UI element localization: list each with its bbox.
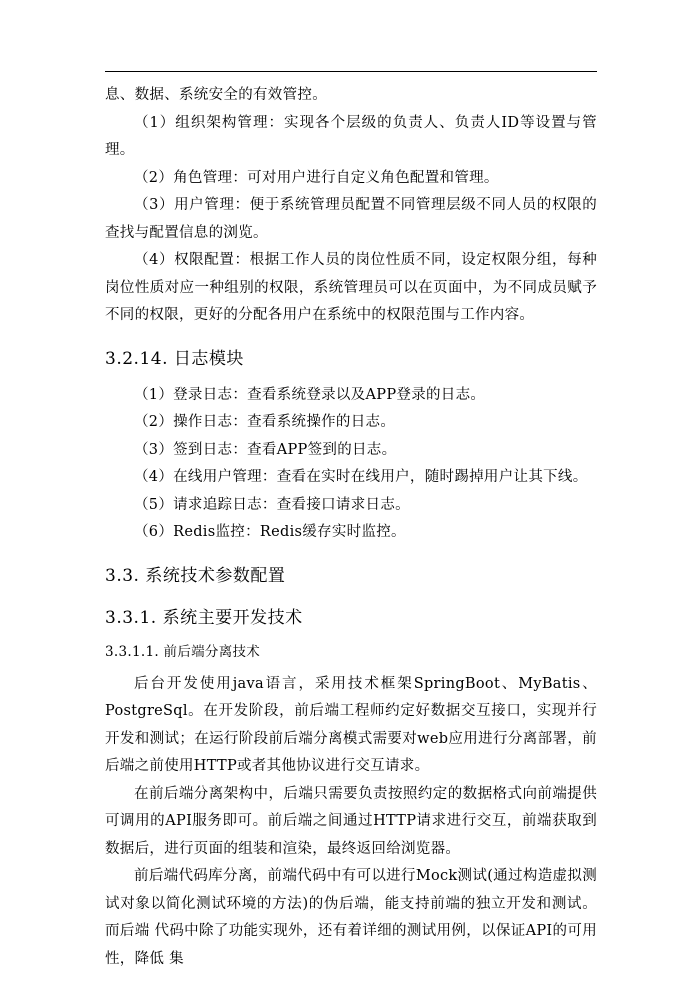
page-content [105,82,597,973]
section-heading-tech-config: 3.3. 系统技术参数配置 [105,565,286,586]
list-item: （4）在线用户管理：查看在实时在线用户，随时踢掉用户让其下线。 [134,469,588,485]
list-item: （2）操作日志：查看系统操作的日志。 [134,414,396,430]
list-item: （1）组织架构管理：实现各个层级的负责人、负责人ID等设置与管理。 [105,114,597,158]
list-item: （2）角色管理：可对用户进行自定义角色配置和管理。 [134,169,499,186]
list-item: （3）用户管理：便于系统管理员配置不同管理层级不同人员的权限的查找与配置信息的浏览。 [105,197,597,241]
body-paragraph: 后台开发使用java语言，采用技术框架SpringBoot、MyBatis、PostgreSql。在开发阶段，前后端工程师约定好数据交互接口，实现并行开发和测试；在运行阶段前后端分离模式需要对web应用进行分离部署，前后端之前使用HTTP或者其他协议进行交互请求。 [105,675,597,774]
list-item: （6）Redis监控：Redis缓存实时监控。 [134,524,406,540]
list-item: （1）登录日志：查看系统登录以及APP登录的日志。 [134,386,486,403]
section-heading-log: 3.2.14. 日志模块 [105,348,244,369]
list-item: （4）权限配置：根据工作人员的岗位性质不同，设定权限分组，每种岗位性质对应一种组别的权限，系统管理员可以在页面中，为不同成员赋予不同的权限，更好的分配各用户在系统中的权限范围与工作内容。 [105,252,597,323]
header-rule [105,71,597,72]
body-paragraph: 在前后端分离架构中，后端只需要负责按照约定的数据格式向前端提供可调用的API服务即可。前后端之间通过HTTP请求进行交互，前端获取到数据后，进行页面的组装和渲染，最终返回给浏览器。 [105,785,597,857]
list-item: （5）请求追踪日志：查看接口请求日志。 [134,496,410,513]
section-heading-separation: 3.3.1.1. 前后端分离技术 [105,643,261,660]
body-paragraph: 前后端代码库分离，前端代码中有可以进行Mock测试(通过构造虚拟测试对象以简化测试环境的方法)的伪后端，能支持前端的独立开发和测试。而后端 代码中除了功能实现外，还有着详细的测试用例，以保证API的可用性，降低 集 [105,868,597,967]
continuation-text: 息、数据、系统安全的有效管控。 [105,87,327,103]
section-heading-main-tech: 3.3.1. 系统主要开发技术 [105,607,303,628]
list-item: （3）签到日志：查看APP签到的日志。 [134,441,397,458]
